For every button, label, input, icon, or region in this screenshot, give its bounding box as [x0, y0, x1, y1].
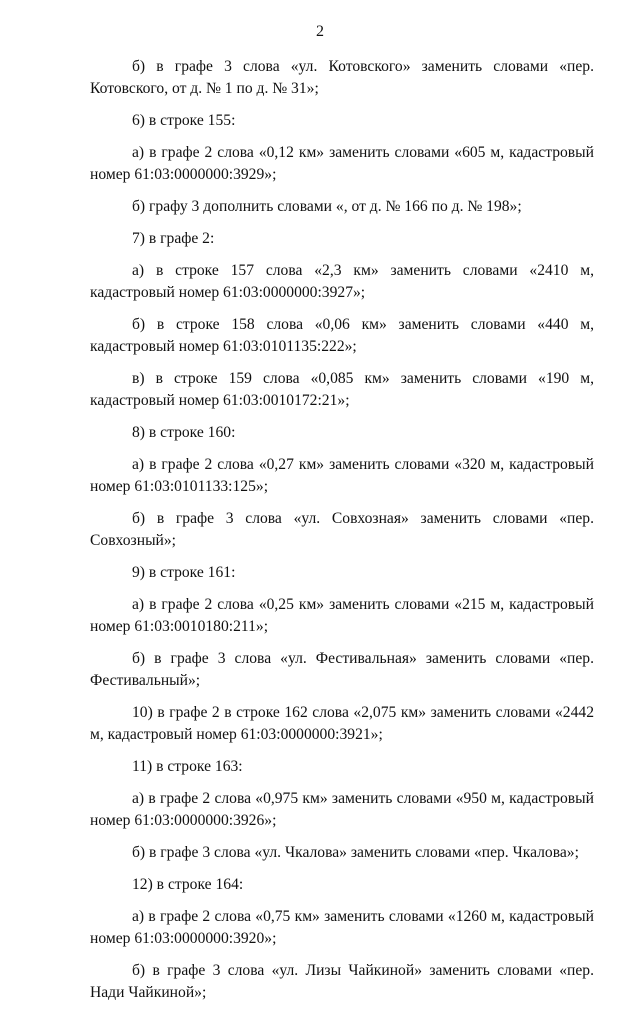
paragraph: а) в графе 2 слова «0,12 км» заменить словами «605 м, кадастровый номер 61:03:0000000:3929»; [90, 144, 594, 183]
paragraph: 10) в графе 2 в строке 162 слова «2,075 км» заменить словами «2442 м, кадастровый номер 61:03:0000000:3921»; [90, 704, 594, 743]
paragraph: а) в графе 2 слова «0,27 км» заменить словами «320 м, кадастровый номер 61:03:0101133:125»; [90, 456, 594, 495]
paragraph: в) в строке 159 слова «0,085 км» заменить словами «190 м, кадастровый номер 61:03:0010172:21»; [90, 370, 594, 409]
paragraph: б) в графе 3 слова «ул. Фестивальная» заменить словами «пер. Фестивальный»; [90, 650, 594, 689]
paragraph: б) в графе 3 слова «ул. Совхозная» заменить словами «пер. Совхозный»; [90, 510, 594, 549]
paragraph: 12) в строке 164: [132, 876, 244, 893]
paragraph: 11) в строке 163: [132, 758, 243, 775]
paragraph: б) графу 3 дополнить словами «, от д. № 166 по д. № 198»; [132, 198, 522, 215]
paragraph: б) в графе 3 слова «ул. Чкалова» заменить словами «пер. Чкалова»; [132, 844, 579, 861]
paragraph: а) в строке 157 слова «2,3 км» заменить словами «2410 м, кадастровый номер 61:03:0000000:3927»; [90, 262, 594, 301]
page-number: 2 [316, 23, 324, 40]
paragraph: а) в графе 2 слова «0,975 км» заменить словами «950 м, кадастровый номер 61:03:0000000:3926»; [90, 790, 594, 829]
paragraph: а) в графе 2 слова «0,25 км» заменить словами «215 м, кадастровый номер 61:03:0010180:211»; [90, 596, 594, 635]
paragraph: 7) в графе 2: [132, 230, 215, 247]
paragraph: 8) в строке 160: [132, 424, 236, 441]
paragraph: б) в графе 3 слова «ул. Лизы Чайкиной» заменить словами «пер. Нади Чайкиной»; [90, 962, 594, 1001]
document-body [90, 56, 594, 1014]
paragraph: б) в графе 3 слова «ул. Котовского» заменить словами «пер. Котовского, от д. № 1 по д. № 31»; [90, 58, 594, 97]
paragraph: 6) в строке 155: [132, 112, 236, 129]
paragraph: б) в строке 158 слова «0,06 км» заменить словами «440 м, кадастровый номер 61:03:0101135:222»; [90, 316, 594, 355]
paragraph: 9) в строке 161: [132, 564, 236, 581]
paragraph: а) в графе 2 слова «0,75 км» заменить словами «1260 м, кадастровый номер 61:03:0000000:3920»; [90, 908, 594, 947]
